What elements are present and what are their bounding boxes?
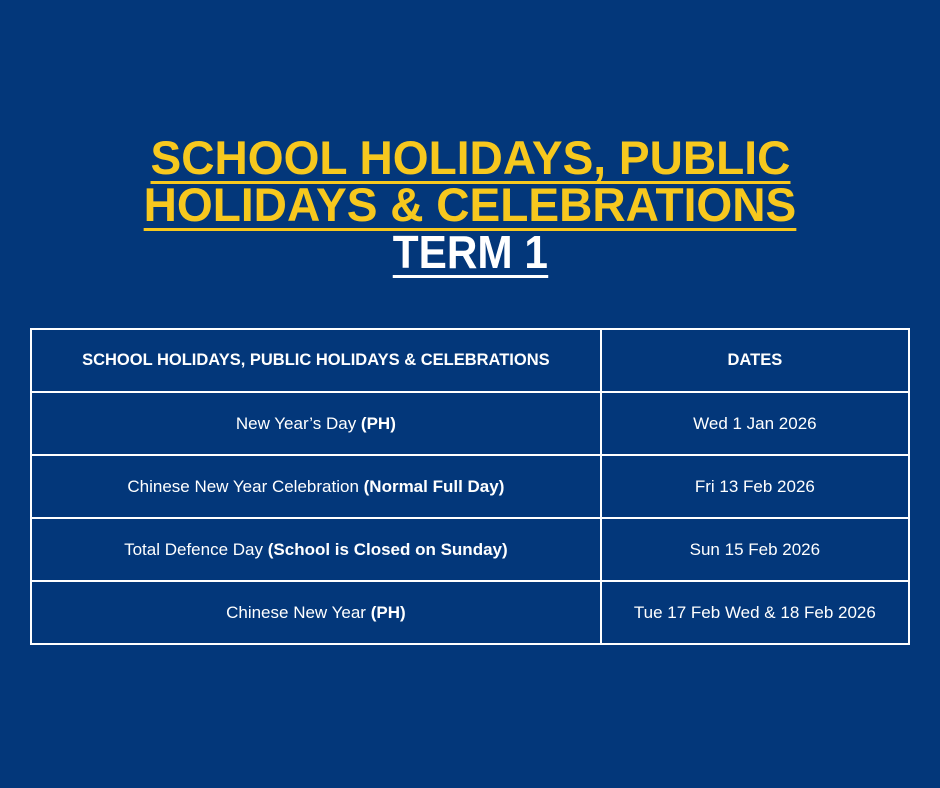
holiday-date: Sun 15 Feb 2026 [601, 518, 909, 581]
holiday-name-cell [31, 392, 601, 455]
table-row [31, 455, 909, 518]
term-heading: TERM 1 [392, 226, 548, 278]
header-holidays: SCHOOL HOLIDAYS, PUBLIC HOLIDAYS & CELEBRATIONS [31, 329, 601, 392]
title-line-2: HOLIDAYS & CELEBRATIONS [143, 178, 797, 231]
holidays-table [30, 328, 910, 645]
table-row [31, 581, 909, 644]
table-row [31, 392, 909, 455]
holiday-name: Chinese New Year [226, 602, 371, 622]
holiday-note: (Normal Full Day) [363, 476, 505, 496]
table-row [31, 518, 909, 581]
title-line-1: SCHOOL HOLIDAYS, PUBLIC [150, 131, 790, 184]
holiday-name: New Year’s Day [235, 413, 361, 433]
title-block [0, 131, 940, 280]
holiday-date: Fri 13 Feb 2026 [601, 455, 909, 518]
holiday-name: Total Defence Day [124, 539, 268, 559]
table-header-row [31, 329, 909, 392]
holiday-name-cell [31, 455, 601, 518]
holiday-note: (PH) [360, 413, 396, 433]
holiday-note: (School is Closed on Sunday) [267, 539, 508, 559]
holiday-date: Wed 1 Jan 2026 [601, 392, 909, 455]
holiday-note: (PH) [370, 602, 406, 622]
holiday-date: Tue 17 Feb Wed & 18 Feb 2026 [601, 581, 909, 644]
header-dates: DATES [601, 329, 909, 392]
holiday-name-cell [31, 581, 601, 644]
holiday-name: Chinese New Year Celebration [127, 476, 364, 496]
holiday-name-cell [31, 518, 601, 581]
